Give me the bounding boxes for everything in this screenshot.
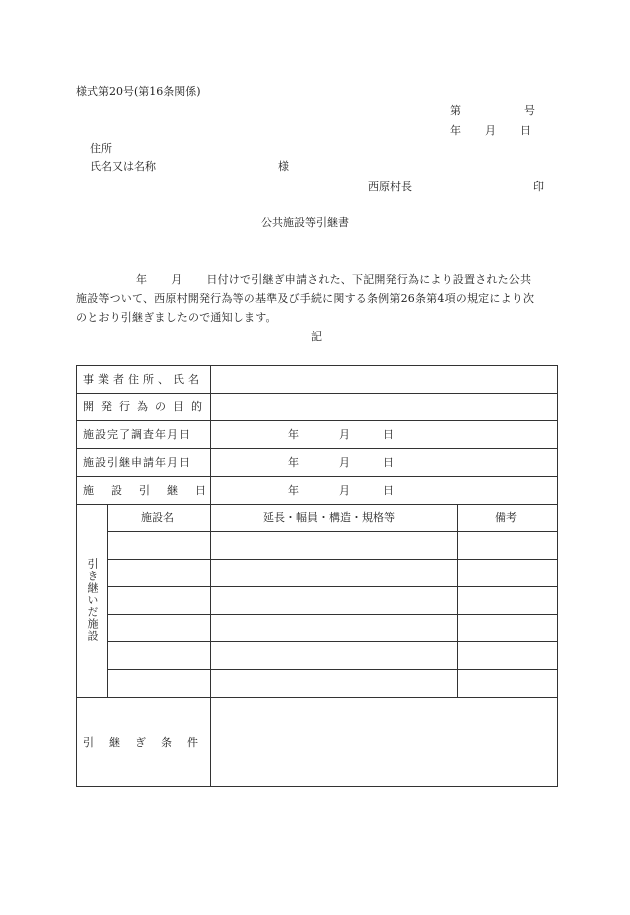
body-year: 年: [136, 273, 148, 286]
request-year: 年: [288, 456, 299, 469]
handover-table: [76, 365, 558, 787]
address-label: 住所: [90, 142, 112, 155]
ki-mark: 記: [311, 330, 322, 343]
handover-day: 日: [383, 484, 394, 497]
document-title: 公共施設等引継書: [261, 216, 349, 229]
body-line1: 日付けで引継ぎ申請された、下記開発行為により設置された公共: [206, 273, 532, 286]
body-line2: 施設等ついて、西原村開発行為等の基準及び手続に関する条例第26条第4項の規定により次: [76, 292, 535, 305]
row-label-applicant: 事業者住所、氏名: [83, 373, 203, 386]
col-header-facility-name: 施設名: [141, 511, 174, 524]
handover-year: 年: [288, 484, 299, 497]
side-label-facilities: 引き継いだ施設: [86, 558, 99, 642]
row-label-request-date: 施設引継申請年月日: [83, 456, 191, 469]
body-paragraph: [76, 270, 558, 327]
col-header-remarks: 備考: [495, 511, 517, 524]
row-label-inspection-date: 施設完了調査年月日: [83, 428, 191, 441]
conditions-label: 引継ぎ条件: [83, 736, 213, 749]
row-label-purpose: 開発行為の目的: [83, 400, 209, 413]
handover-month: 月: [339, 484, 350, 497]
col-header-specs: 延長・幅員・構造・規格等: [263, 511, 395, 524]
request-day: 日: [383, 456, 394, 469]
form-number: 様式第20号(第16条関係): [76, 85, 201, 98]
body-line3: のとおり引継ぎましたので通知します。: [76, 311, 277, 324]
name-label: 氏名又は名称: [90, 160, 156, 173]
row-label-handover-date: 施設引継日: [83, 484, 223, 497]
date-year: 年: [450, 124, 461, 137]
inspection-year: 年: [288, 428, 299, 441]
body-month: 月: [171, 273, 183, 286]
honorific: 様: [278, 160, 289, 173]
sender-name: 西原村長: [368, 180, 412, 193]
inspection-day: 日: [383, 428, 394, 441]
doc-number-prefix: 第: [450, 104, 461, 117]
request-month: 月: [339, 456, 350, 469]
seal-mark: 印: [533, 180, 544, 193]
date-month: 月: [485, 124, 496, 137]
inspection-month: 月: [339, 428, 350, 441]
date-day: 日: [520, 124, 531, 137]
doc-number-suffix: 号: [524, 104, 535, 117]
